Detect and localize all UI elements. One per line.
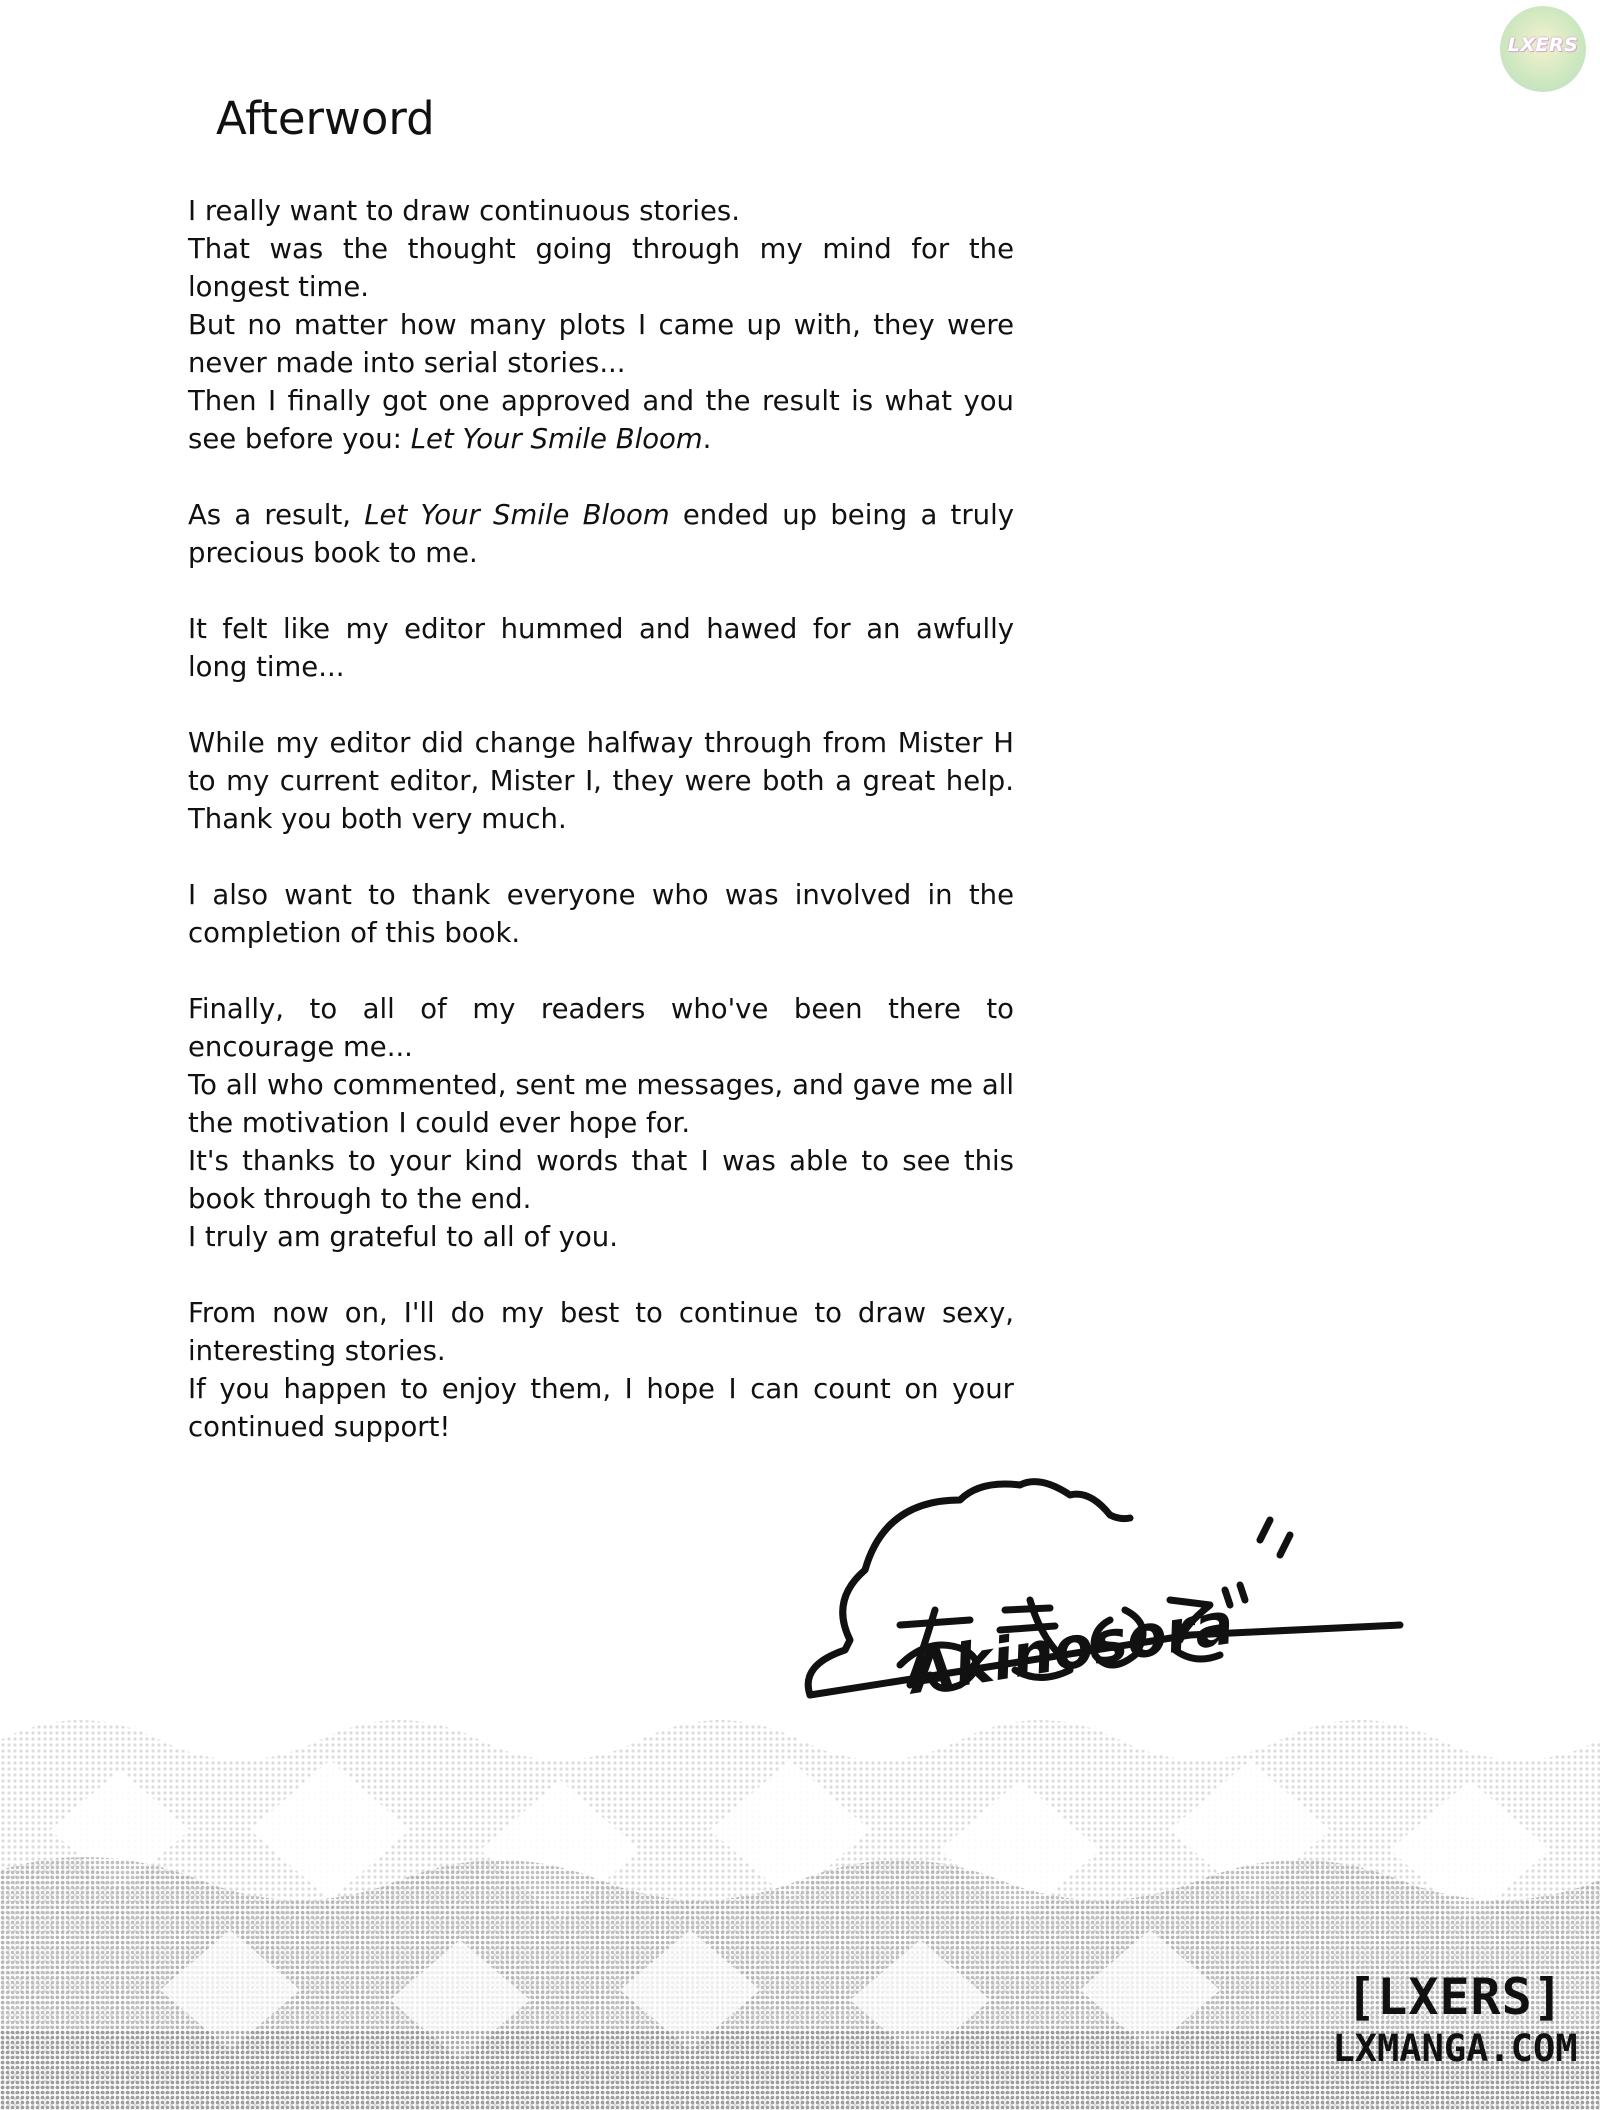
paragraph-6-line-4: I truly am grateful to all of you. [188, 1221, 618, 1253]
paragraph-1-line-4-text: Then I finally got one approved and the result is what you see before you: [188, 385, 1014, 455]
paragraph-2 [188, 496, 1014, 572]
paragraph-6-line-2: To all who commented, sent me messages, and gave me all the motivation I could ever hope for. [188, 1069, 1014, 1139]
paragraph-6-line-1: Finally, to all of my readers who've been there to encourage me... [188, 993, 1014, 1063]
lxers-logo-badge [1500, 6, 1586, 92]
book-title-italic-2: Let Your Smile Bloom [364, 499, 670, 531]
page-title: Afterword [216, 92, 435, 145]
paragraph-1-line-2: That was the thought going through my mind for the longest time. [188, 233, 1014, 303]
paragraph-1-line-4 [188, 385, 1014, 455]
watermark-line-2: LXMANGA.COM [1332, 2027, 1578, 2070]
signature-romaji-text: Akinosora [905, 1588, 1239, 1708]
paragraph-4: While my editor did change halfway through from Mister H to my current editor, Mister I, they were both a great help. Thank you both very much. [188, 727, 1014, 835]
paragraph-5: I also want to thank everyone who was involved in the completion of this book. [188, 879, 1014, 949]
watermark [1315, 1970, 1595, 2074]
paragraph-3: It felt like my editor hummed and hawed for an awfully long time... [188, 613, 1014, 683]
paragraph-1 [188, 192, 1014, 458]
paragraph-6 [188, 990, 1014, 1256]
paragraph-7-line-1: From now on, I'll do my best to continue to draw sexy, interesting stories. [188, 1297, 1014, 1367]
paragraph-7-line-2: If you happen to enjoy them, I hope I can count on your continued support! [188, 1373, 1014, 1443]
book-title-italic: Let Your Smile Bloom [410, 423, 703, 455]
paragraph-7 [188, 1294, 1014, 1446]
logo-text: LXERS [1507, 34, 1579, 56]
paragraph-6-line-3: It's thanks to your kind words that I was able to see this book through to the end. [188, 1145, 1014, 1215]
paragraph-2-lead: As a result, [188, 499, 365, 531]
watermark-line-1: [LXERS] [1346, 1968, 1564, 2026]
paragraph-2-rest: ended up being a truly precious book to me. [188, 499, 1014, 569]
paragraph-1-period: . [702, 423, 712, 455]
paragraph-1-line-3: But no matter how many plots I came up with, they were never made into serial stories... [188, 309, 1014, 379]
paragraph-1-line-1: I really want to draw continuous stories. [188, 195, 740, 227]
afterword-body [188, 192, 1014, 1484]
